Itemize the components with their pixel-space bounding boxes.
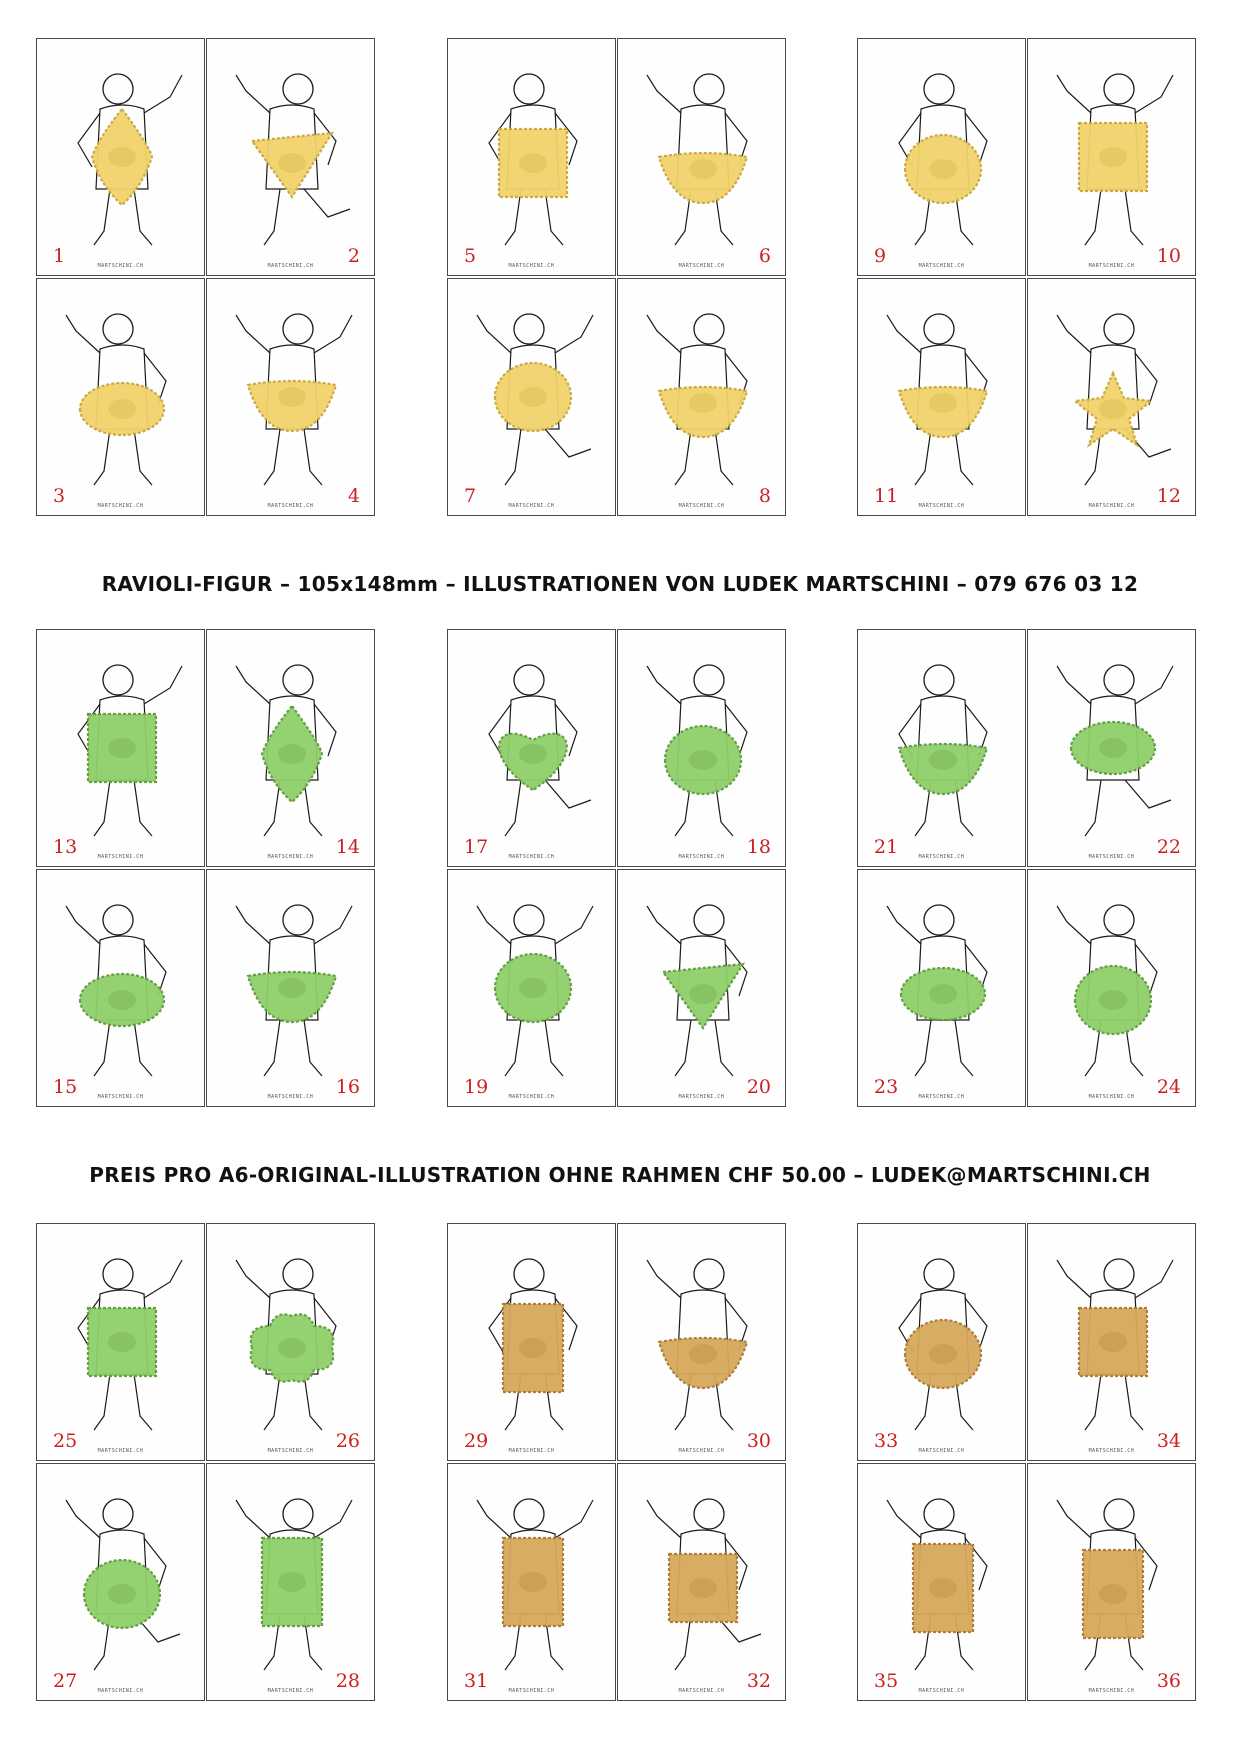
figure-leg-left <box>94 1374 110 1430</box>
artist-signature: MARTSCHINI.CH <box>267 1448 314 1454</box>
ravioli-filling <box>689 1344 717 1364</box>
artist-signature: MARTSCHINI.CH <box>267 263 314 269</box>
illustration-card <box>36 38 205 276</box>
ravioli-filling <box>108 1332 136 1352</box>
illustration-card <box>617 1223 786 1461</box>
ravioli-filling <box>278 978 306 998</box>
figure-arm-left <box>66 1500 100 1538</box>
card-number: 12 <box>1156 485 1181 507</box>
ravioli-filling <box>1099 1332 1127 1352</box>
artist-signature: MARTSCHINI.CH <box>918 503 965 509</box>
figure-head <box>283 905 313 935</box>
illustration-card <box>857 629 1026 867</box>
artist-signature: MARTSCHINI.CH <box>1088 854 1135 860</box>
figure-head <box>694 1259 724 1289</box>
figure-drawing <box>1028 279 1196 516</box>
artist-signature: MARTSCHINI.CH <box>678 1094 725 1100</box>
figure-leg-left <box>264 429 280 485</box>
figure-head <box>514 314 544 344</box>
figure-head <box>514 1499 544 1529</box>
ravioli-filling <box>1099 990 1127 1010</box>
artist-signature: MARTSCHINI.CH <box>678 1688 725 1694</box>
card-number: 6 <box>758 245 771 267</box>
ravioli-filling <box>929 393 957 413</box>
figure-head <box>514 665 544 695</box>
artist-signature: MARTSCHINI.CH <box>508 503 555 509</box>
figure-drawing <box>618 870 786 1107</box>
figure-head <box>924 314 954 344</box>
ravioli-filling <box>278 1572 306 1592</box>
illustration-card <box>617 869 786 1107</box>
figure-drawing <box>448 630 616 867</box>
figure-head <box>103 1499 133 1529</box>
figure-drawing <box>618 1464 786 1701</box>
card-number: 31 <box>464 1670 489 1692</box>
figure-head <box>1104 74 1134 104</box>
illustration-card <box>1027 278 1196 516</box>
figure-leg-left <box>915 429 931 485</box>
ravioli-filling <box>1099 738 1127 758</box>
artist-signature: MARTSCHINI.CH <box>918 1448 965 1454</box>
figure-leg-right <box>715 1020 733 1076</box>
ravioli-filling <box>1099 1584 1127 1604</box>
artist-signature: MARTSCHINI.CH <box>267 503 314 509</box>
card-number: 33 <box>874 1430 899 1452</box>
figure-leg-left <box>1085 1374 1101 1430</box>
figure-leg-left <box>264 189 280 245</box>
figure-drawing <box>37 630 205 867</box>
figure-leg-left <box>94 1020 110 1076</box>
figure-head <box>924 74 954 104</box>
figure-leg-left <box>94 189 110 245</box>
card-number: 8 <box>758 485 771 507</box>
card-number: 23 <box>874 1076 899 1098</box>
card-number: 24 <box>1156 1076 1181 1098</box>
figure-drawing <box>448 870 616 1107</box>
figure-head <box>694 1499 724 1529</box>
illustration-card <box>447 1463 616 1701</box>
card-number: 17 <box>464 836 489 858</box>
illustration-card <box>447 1223 616 1461</box>
artist-signature: MARTSCHINI.CH <box>267 1688 314 1694</box>
ravioli-filling <box>689 1578 717 1598</box>
ravioli-filling <box>519 387 547 407</box>
figure-leg-left <box>505 780 521 836</box>
artist-signature: MARTSCHINI.CH <box>678 1448 725 1454</box>
figure-arm-left <box>887 1500 921 1538</box>
card-number: 13 <box>53 836 78 858</box>
figure-head <box>1104 1259 1134 1289</box>
figure-arm-right <box>1135 666 1173 704</box>
figure-arm-left <box>647 906 681 944</box>
figure-leg-left <box>94 780 110 836</box>
heading-artist-info: RAVIOLI-FIGUR – 105x148mm – ILLUSTRATIONEN VON LUDEK MARTSCHINI – 079 676 03 12 <box>101 572 1139 596</box>
figure-leg-right <box>304 429 322 485</box>
figure-head <box>283 1499 313 1529</box>
figure-arm-left <box>1057 906 1091 944</box>
card-number: 1 <box>53 245 66 267</box>
figure-leg-left <box>264 780 280 836</box>
card-number: 28 <box>335 1670 360 1692</box>
illustration-card <box>857 38 1026 276</box>
card-number: 34 <box>1156 1430 1181 1452</box>
ravioli-filling <box>689 750 717 770</box>
illustration-card <box>206 629 375 867</box>
figure-drawing <box>448 1224 616 1461</box>
card-number: 15 <box>53 1076 78 1098</box>
figure-leg-left <box>1085 189 1101 245</box>
figure-arm-left <box>647 1260 681 1298</box>
illustration-card <box>447 278 616 516</box>
card-number: 9 <box>874 245 887 267</box>
illustration-card <box>1027 1223 1196 1461</box>
ravioli-filling <box>108 1584 136 1604</box>
card-number: 3 <box>53 485 66 507</box>
figure-head <box>1104 314 1134 344</box>
figure-head <box>283 314 313 344</box>
figure-arm-right <box>1135 75 1173 113</box>
ravioli-filling <box>689 393 717 413</box>
figure-drawing <box>858 630 1026 867</box>
card-number: 18 <box>746 836 771 858</box>
artist-signature: MARTSCHINI.CH <box>267 1094 314 1100</box>
figure-leg-right <box>134 780 152 836</box>
card-number: 20 <box>746 1076 771 1098</box>
figure-arm-left <box>1057 1260 1091 1298</box>
figure-leg-right <box>134 1374 152 1430</box>
figure-arm-left <box>236 1500 270 1538</box>
illustration-card <box>1027 869 1196 1107</box>
card-number: 4 <box>347 485 360 507</box>
figure-leg-right <box>715 429 733 485</box>
figure-drawing <box>618 630 786 867</box>
card-number: 11 <box>874 485 899 507</box>
figure-head <box>103 314 133 344</box>
figure-arm-right <box>1135 1260 1173 1298</box>
figure-drawing <box>1028 1464 1196 1701</box>
ravioli-filling <box>519 1338 547 1358</box>
figure-leg-right <box>955 1020 973 1076</box>
artist-signature: MARTSCHINI.CH <box>508 1688 555 1694</box>
figure-arm-left <box>647 666 681 704</box>
illustration-card <box>36 1463 205 1701</box>
ravioli-filling <box>1099 399 1127 419</box>
figure-leg-right <box>1125 1374 1143 1430</box>
figure-head <box>283 1259 313 1289</box>
figure-arm-left <box>66 315 100 353</box>
figure-arm-left <box>1057 75 1091 113</box>
figure-head <box>283 665 313 695</box>
card-number: 19 <box>464 1076 489 1098</box>
figure-leg-left <box>264 1020 280 1076</box>
artist-signature: MARTSCHINI.CH <box>918 263 965 269</box>
figure-drawing <box>858 39 1026 276</box>
illustration-card <box>206 1463 375 1701</box>
figure-arm-right <box>555 906 593 944</box>
figure-leg-right <box>304 780 322 836</box>
figure-leg-left <box>915 1020 931 1076</box>
figure-leg-right <box>134 189 152 245</box>
figure-drawing <box>448 1464 616 1701</box>
figure-arm-left <box>647 1500 681 1538</box>
artist-signature: MARTSCHINI.CH <box>918 854 965 860</box>
artist-signature: MARTSCHINI.CH <box>97 263 144 269</box>
figure-leg-right <box>1125 780 1171 808</box>
figure-leg-left <box>675 1020 691 1076</box>
figure-drawing <box>207 870 375 1107</box>
illustration-card <box>857 278 1026 516</box>
figure-head <box>924 1259 954 1289</box>
figure-drawing <box>858 1464 1026 1701</box>
card-number: 22 <box>1156 836 1181 858</box>
figure-head <box>1104 905 1134 935</box>
figure-arm-left <box>1057 315 1091 353</box>
figure-head <box>103 1259 133 1289</box>
figure-drawing <box>207 630 375 867</box>
figure-arm-left <box>66 906 100 944</box>
figure-leg-left <box>675 429 691 485</box>
figure-arm-left <box>887 315 921 353</box>
figure-head <box>1104 1499 1134 1529</box>
ravioli-filling <box>278 387 306 407</box>
figure-drawing <box>207 1224 375 1461</box>
figure-drawing <box>618 39 786 276</box>
figure-head <box>283 74 313 104</box>
ravioli-filling <box>689 984 717 1004</box>
card-number: 16 <box>335 1076 360 1098</box>
figure-leg-right <box>1125 189 1143 245</box>
figure-head <box>924 1499 954 1529</box>
figure-drawing <box>37 279 205 516</box>
illustration-card <box>206 869 375 1107</box>
artist-signature: MARTSCHINI.CH <box>1088 1688 1135 1694</box>
figure-arm-right <box>314 315 352 353</box>
figure-arm-left <box>236 666 270 704</box>
illustration-card <box>857 1463 1026 1701</box>
figure-leg-left <box>94 429 110 485</box>
figure-head <box>694 905 724 935</box>
figure-arm-left <box>887 906 921 944</box>
illustration-card <box>447 869 616 1107</box>
illustration-card <box>617 1463 786 1701</box>
figure-head <box>103 74 133 104</box>
artist-signature: MARTSCHINI.CH <box>508 1094 555 1100</box>
artist-signature: MARTSCHINI.CH <box>678 854 725 860</box>
illustration-card <box>617 38 786 276</box>
ravioli-filling <box>929 1344 957 1364</box>
figure-leg-right <box>134 1020 152 1076</box>
card-number: 32 <box>746 1670 771 1692</box>
card-number: 27 <box>53 1670 78 1692</box>
figure-head <box>924 665 954 695</box>
illustration-card <box>36 629 205 867</box>
artist-signature: MARTSCHINI.CH <box>508 854 555 860</box>
ravioli-filling <box>278 1338 306 1358</box>
ravioli-filling <box>519 978 547 998</box>
ravioli-filling <box>108 147 136 167</box>
artist-signature: MARTSCHINI.CH <box>267 854 314 860</box>
card-number: 10 <box>1156 245 1181 267</box>
ravioli-filling <box>519 744 547 764</box>
card-number: 30 <box>746 1430 771 1452</box>
illustration-card <box>1027 1463 1196 1701</box>
figure-arm-right <box>314 906 352 944</box>
figure-drawing <box>37 39 205 276</box>
figure-drawing <box>207 1464 375 1701</box>
figure-arm-left <box>477 1500 511 1538</box>
figure-leg-right <box>955 429 973 485</box>
artist-signature: MARTSCHINI.CH <box>1088 263 1135 269</box>
figure-leg-right <box>304 189 350 217</box>
figure-leg-left <box>1085 780 1101 836</box>
figure-head <box>694 314 724 344</box>
figure-leg-right <box>134 429 152 485</box>
figure-arm-left <box>236 1260 270 1298</box>
card-number: 7 <box>464 485 477 507</box>
figure-leg-left <box>505 429 521 485</box>
figure-drawing <box>1028 1224 1196 1461</box>
illustration-card <box>206 38 375 276</box>
artist-signature: MARTSCHINI.CH <box>1088 1094 1135 1100</box>
illustration-card <box>36 1223 205 1461</box>
artist-signature: MARTSCHINI.CH <box>678 503 725 509</box>
artist-signature: MARTSCHINI.CH <box>508 263 555 269</box>
figure-head <box>103 905 133 935</box>
artist-signature: MARTSCHINI.CH <box>1088 1448 1135 1454</box>
artist-signature: MARTSCHINI.CH <box>918 1688 965 1694</box>
card-number: 36 <box>1156 1670 1181 1692</box>
figure-drawing <box>858 870 1026 1107</box>
illustration-card <box>617 278 786 516</box>
figure-arm-left <box>1057 1500 1091 1538</box>
card-number: 21 <box>874 836 899 858</box>
figure-leg-right <box>545 780 591 808</box>
heading-price-info: PREIS PRO A6-ORIGINAL-ILLUSTRATION OHNE RAHMEN CHF 50.00 – LUDEK@MARTSCHINI.CH <box>89 1163 1151 1187</box>
figure-arm-left <box>236 315 270 353</box>
card-number: 25 <box>53 1430 78 1452</box>
illustration-card <box>36 278 205 516</box>
figure-leg-right <box>545 429 591 457</box>
artist-signature: MARTSCHINI.CH <box>97 854 144 860</box>
figure-arm-left <box>477 906 511 944</box>
figure-head <box>514 905 544 935</box>
figure-arm-left <box>236 906 270 944</box>
illustration-card <box>447 38 616 276</box>
artist-signature: MARTSCHINI.CH <box>678 263 725 269</box>
ravioli-filling <box>929 984 957 1004</box>
figure-head <box>514 74 544 104</box>
figure-head <box>514 1259 544 1289</box>
figure-arm-right <box>144 1260 182 1298</box>
illustration-card <box>1027 38 1196 276</box>
figure-leg-right <box>545 1020 563 1076</box>
figure-leg-left <box>264 1374 280 1430</box>
figure-arm-left <box>236 75 270 113</box>
artist-signature: MARTSCHINI.CH <box>918 1094 965 1100</box>
figure-leg-right <box>304 1020 322 1076</box>
figure-drawing <box>448 39 616 276</box>
figure-drawing <box>618 1224 786 1461</box>
figure-head <box>694 665 724 695</box>
illustration-card <box>1027 629 1196 867</box>
illustration-card <box>36 869 205 1107</box>
figure-drawing <box>37 1464 205 1701</box>
ravioli-filling <box>519 1572 547 1592</box>
figure-drawing <box>618 279 786 516</box>
artist-signature: MARTSCHINI.CH <box>97 1448 144 1454</box>
ravioli-filling <box>108 738 136 758</box>
ravioli-filling <box>1099 147 1127 167</box>
card-number: 26 <box>335 1430 360 1452</box>
figure-arm-right <box>314 1500 352 1538</box>
illustration-card <box>447 629 616 867</box>
artist-signature: MARTSCHINI.CH <box>97 503 144 509</box>
figure-head <box>924 905 954 935</box>
artist-signature: MARTSCHINI.CH <box>97 1688 144 1694</box>
figure-arm-right <box>555 315 593 353</box>
card-number: 14 <box>335 836 360 858</box>
card-number: 5 <box>464 245 477 267</box>
figure-arm-left <box>1057 666 1091 704</box>
figure-drawing <box>37 1224 205 1461</box>
ravioli-filling <box>519 153 547 173</box>
ravioli-filling <box>689 159 717 179</box>
ravioli-filling <box>278 744 306 764</box>
figure-arm-left <box>647 75 681 113</box>
ravioli-filling <box>929 159 957 179</box>
ravioli-filling <box>108 990 136 1010</box>
ravioli-filling <box>929 1578 957 1598</box>
figure-drawing <box>1028 39 1196 276</box>
artist-signature: MARTSCHINI.CH <box>97 1094 144 1100</box>
figure-head <box>694 74 724 104</box>
figure-drawing <box>207 279 375 516</box>
ravioli-filling <box>929 750 957 770</box>
figure-leg-right <box>304 1374 322 1430</box>
figure-arm-left <box>477 315 511 353</box>
illustration-card <box>206 1223 375 1461</box>
figure-drawing <box>858 1224 1026 1461</box>
card-number: 35 <box>874 1670 899 1692</box>
card-number: 29 <box>464 1430 489 1452</box>
figure-drawing <box>37 870 205 1107</box>
artist-signature: MARTSCHINI.CH <box>508 1448 555 1454</box>
illustration-card <box>617 629 786 867</box>
illustration-card <box>857 869 1026 1107</box>
figure-arm-right <box>144 666 182 704</box>
figure-arm-right <box>555 1500 593 1538</box>
ravioli-filling <box>108 399 136 419</box>
card-number: 2 <box>347 245 360 267</box>
figure-drawing <box>448 279 616 516</box>
figure-arm-right <box>144 75 182 113</box>
figure-drawing <box>1028 630 1196 867</box>
figure-leg-left <box>505 1020 521 1076</box>
figure-arm-right <box>1135 353 1157 405</box>
figure-drawing <box>207 39 375 276</box>
figure-drawing <box>858 279 1026 516</box>
illustration-card <box>206 278 375 516</box>
figure-arm-left <box>647 315 681 353</box>
figure-head <box>1104 665 1134 695</box>
ravioli-filling <box>278 153 306 173</box>
figure-drawing <box>1028 870 1196 1107</box>
figure-head <box>103 665 133 695</box>
artist-signature: MARTSCHINI.CH <box>1088 503 1135 509</box>
illustration-card <box>857 1223 1026 1461</box>
